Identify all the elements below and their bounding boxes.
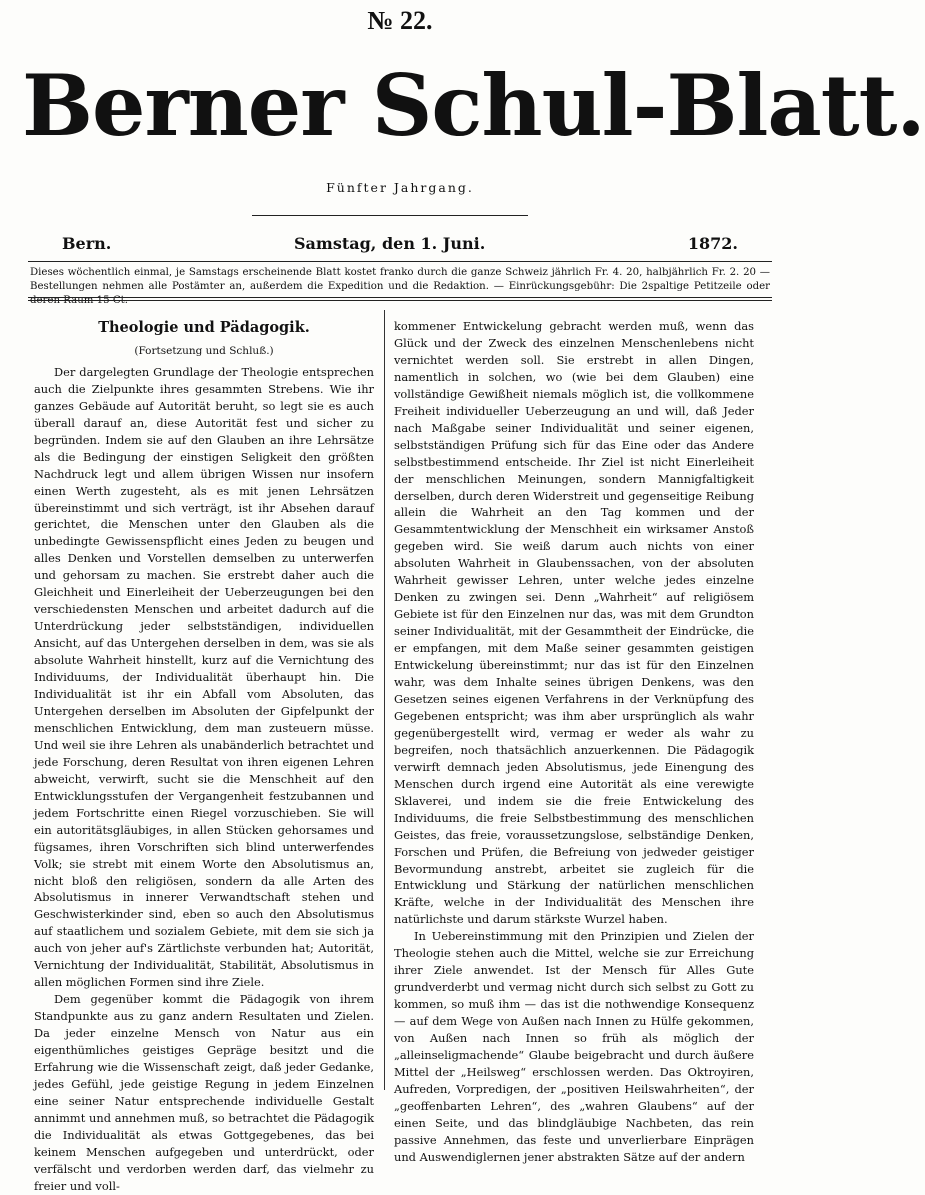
subscription-notice: Dieses wöchentlich einmal, je Samstags erscheinende Blatt kostet franko durch die ganze Schweiz jährlich Fr. 4. 20, halbjährlich Fr. 2. 20 — Bestellungen nehmen alle Postämter an, außerdem die Expedition und die Redaktion. — Einrückungsgebühr: Die 2spaltige Petitzeile oder deren Raum 15 Ct. [30, 267, 770, 307]
notice-top-rule [28, 261, 772, 262]
notice-bottom-rule-2 [28, 300, 772, 301]
article-paragraph: kommener Entwickelung gebracht werden muß, wenn das Glück und der Zweck des einzelnen Menschenlebens nicht vernichtet werden soll. Sie erstrebt in allen Dingen, namentlich in solchen, wo (wie bei dem Glauben) eine vollständige Gewißheit niemals möglich ist, die vollkommene Freiheit individueller Ueberzeugung an und will, daß Jeder nach Maßgabe seiner Individualität und seiner eigenen, selbstständigen Prüfung sich für das Eine oder das Andere selbstbestimmend entscheide. Ihr Ziel ist nicht Einerleiheit der menschlichen Meinungen, sondern Mannigfaltigkeit derselben, durch deren Widerstreit und gegenseitige Reibung allein die Wahrheit an den Tag kommen und der Gesammtentwicklung der Menschheit ein wirksamer Anstoß gegeben wird. Sie weiß darum auch nichts von einer absoluten Wahrheit in Glaubenssachen, von der absoluten Wahrheit gewisser Lehren, unter welche jedes einzelne Denken zu zwingen sei. Denn „Wahrheit“ auf religiösem Gebiete ist für den Einzelnen nur das, was mit dem Grundton seiner Individualität, mit der Gesammtheit der Eindrücke, die er empfangen, mit dem Maße seiner gesammten geistigen Entwickelung übereinstimmt; nur das ist für den Einzelnen wahr, was dem Inhalte seines übrigen Denkens, was den Gesetzen seines eigenen Verfahrens in der Verknüpfung des Gegebenen entspricht; was ihm aber ursprünglich als wahr gegenübergestellt wird, vermag er weder als wahr zu begreifen, noch thatsächlich anzuerkennen. Die Pädagogik verwirft demnach jeden Absolutismus, jede Einengung des Menschen durch irgend eine Autorität als eine verewigte Sklaverei, und indem sie die freie Entwickelung des Individuums, die freie Selbstbestimmung des menschlichen Geistes, das freie, voraussetzungslose, selbständige Denken, Forschen und Prüfen, die Befreiung von jedweder geistiger Bevormundung anstrebt, arbeitet sie zugleich für die Entwicklung und Stärkung der natürlichen menschlichen Kräfte, welche in der Individualität des Menschen ihre natürlichste und darum stärkste Wurzel haben. [394, 319, 754, 927]
dateline-place: Bern. [62, 234, 112, 253]
column-divider [384, 310, 385, 1090]
dateline-date: Samstag, den 1. Juni. [294, 234, 486, 253]
title-divider [252, 215, 528, 216]
newspaper-title: Berner Schul-Blatt. [22, 56, 925, 155]
issue-number: № 22. [367, 6, 433, 35]
article-column-right [394, 318, 754, 1166]
volume-subtitle: Fünfter Jahrgang. [326, 180, 474, 195]
article-paragraph: In Uebereinstimmung mit den Prinzipien und Zielen der Theologie stehen auch die Mittel, welche sie zur Erreichung ihrer Ziele anwendet. Ist der Mensch für Alles Gute grundverderbt und vermag nicht durch sich selbst zu Gott zu kommen, so muß ihm — das ist die nothwendige Konsequenz — auf dem Wege von Außen nach Innen zu Hülfe gekommen, von Außen nach Innen so früh als möglich der „alleinseligmachende“ Glaube beigebracht und durch äußere Mittel der „Heilsweg“ erschlossen werden. Das Oktroyiren, Aufreden, Vorpredigen, der „positiven Heilswahrheiten“, der „geoffenbarten Lehren“, des „wahren Glaubens“ auf der einen Seite, und das blindgläubige Nachbeten, das rein passive Annehmen, das feste und unverlierbare Einprägen und Auswendiglernen jener abstrakten Sätze auf der andern [394, 929, 754, 1164]
notice-bottom-rule [28, 297, 772, 298]
dateline-year: 1872. [687, 234, 738, 253]
article-title: Theologie und Pädagogik. [98, 319, 310, 336]
article-column-left [34, 318, 374, 1195]
dateline [62, 234, 738, 258]
article-paragraph: Dem gegenüber kommt die Pädagogik von ihrem Standpunkte aus zu ganz andern Resultaten und Zielen. Da jeder einzelne Mensch von Natur aus ein eigenthümliches geistiges Gepräge besitzt und die Erfahrung wie die Wissenschaft zeigt, daß jeder Gedanke, jedes Gefühl, jede geistige Regung in jedem Einzelnen eine seiner Natur entsprechende individuelle Gestalt annimmt und annehmen muß, so betrachtet die Pädagogik die Individualität als etwas Gottgegebenes, das bei keinem Menschen aufgegeben und unterdrückt, oder verfälscht und verdorben werden darf, das vielmehr zu freier und voll- [34, 992, 374, 1193]
article-paragraph: Der dargelegten Grundlage der Theologie entsprechen auch die Zielpunkte ihres gesammten Strebens. Wie ihr ganzes Gebäude auf Autorität beruht, so legt sie es auch überall darauf an, diese Autorität fest und sicher zu begründen. Indem sie auf den Glauben an ihre Lehrsätze als die Bedingung der einstigen Seligkeit den größten Nachdruck legt und allem übrigen Wissen nur insofern einen Werth zugesteht, als es mit jenen Lehrsätzen übereinstimmt und sich verträgt, ist ihr Absehen darauf gerichtet, die Menschen unter den Glauben als die unbedingte Gewissenspflicht eines Jeden zu beugen und alles Denken und Vorstellen demselben zu unterwerfen und gehorsam zu machen. Sie erstrebt daher auch die Gleichheit und Einerleiheit der Ueberzeugungen bei den verschiedensten Menschen und arbeitet dadurch auf die Unterdrückung jeder selbstständigen, individuellen Ansicht, auf das Untergehen derselben in dem, was sie als absolute Wahrheit hinstellt, kurz auf die Vernichtung des Individuums, der Individualität überhaupt hin. Die Individualität ist ihr ein Abfall vom Absoluten, das Untergehen derselben im Absoluten der Gipfelpunkt der menschlichen Entwicklung, dem man zusteuern müsse. Und weil sie ihre Lehren als unabänderlich betrachtet und jede Forschung, deren Resultat von ihren eigenen Lehren abweicht, verwirft, sucht sie die Menschheit auf den Entwicklungsstufen der Vergangenheit festzubannen und jedem Fortschritte einen Riegel vorzuschieben. Sie will ein autoritätsgläubiges, in allen Stücken gehorsames und fügsames, ihren Vorschriften sich blind unterwerfendes Volk; sie strebt mit einem Worte den Absolutismus an, nicht bloß den religiösen, sondern da alle Arten des Absolutismus in innerer Verwandtschaft stehen und Geschwisterkinder sind, eben so auch den Absolutismus auf staatlichem und sozialem Gebiete, mit dem sie sich ja auch von jeher auf's Zärtlichste verbunden hat; Autorität, Vernichtung der Individualität, Stabilität, Absolutismus in allen möglichen Formen sind ihre Ziele. [34, 364, 374, 990]
article-subtitle: (Fortsetzung und Schluß.) [134, 344, 274, 357]
